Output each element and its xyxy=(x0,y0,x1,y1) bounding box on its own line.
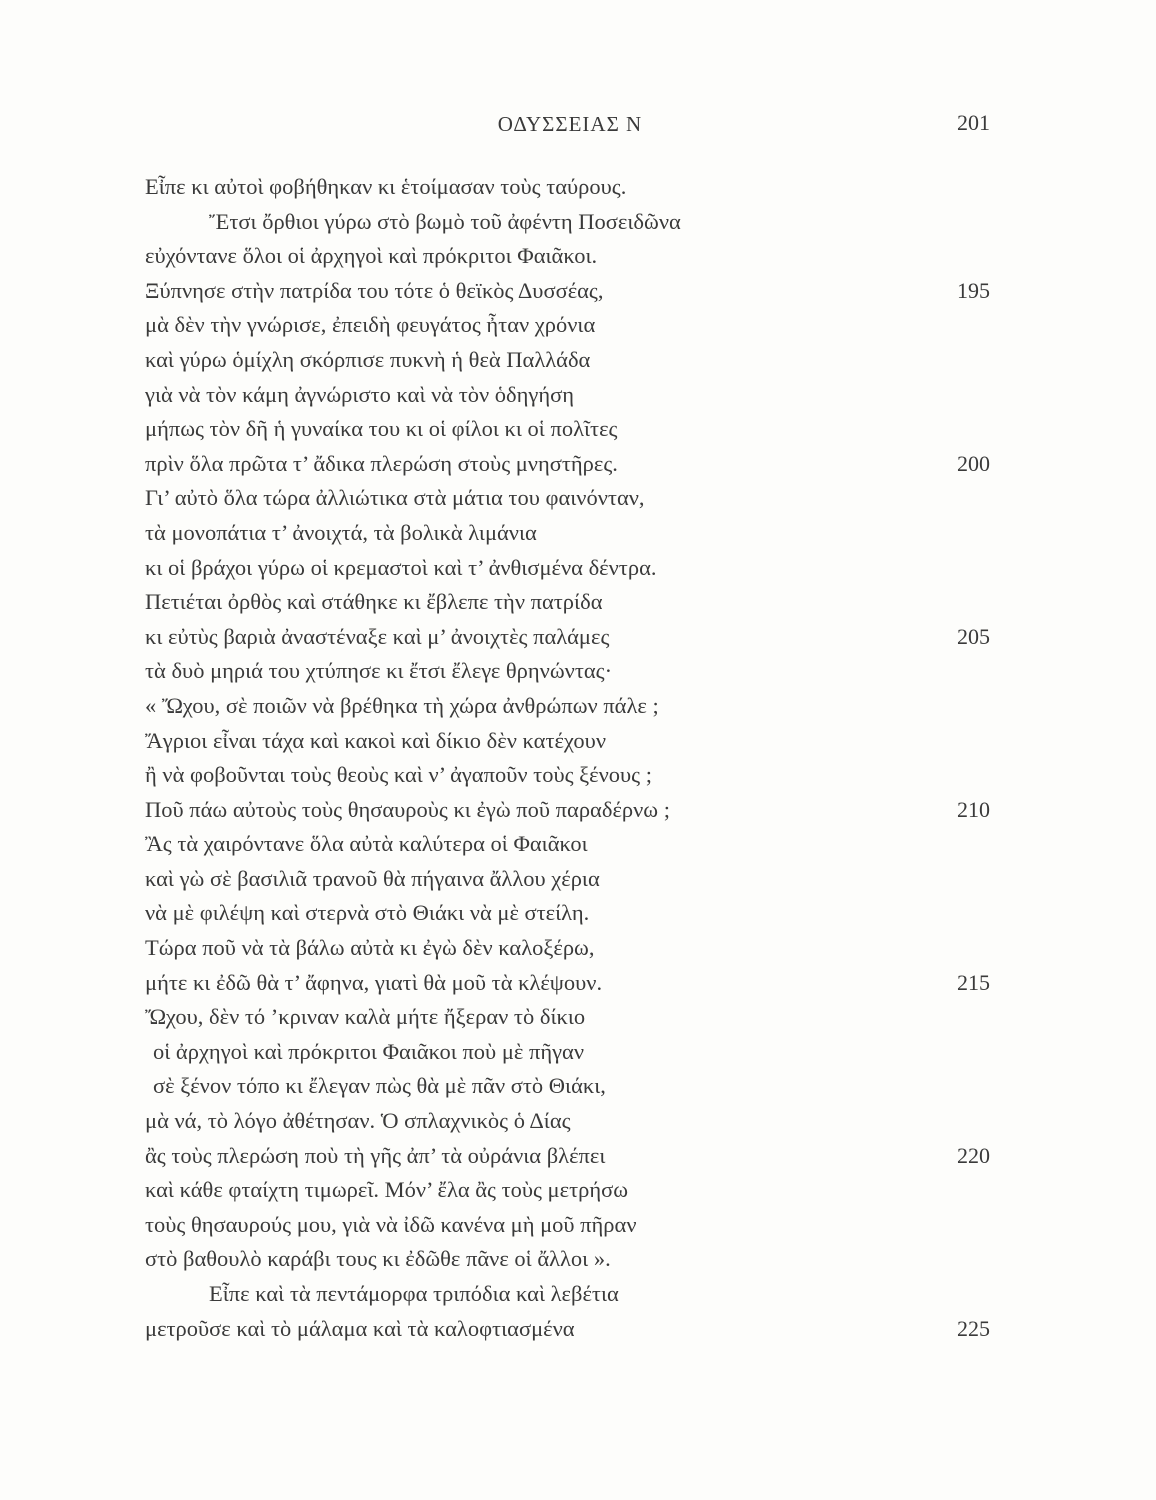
poem-text xyxy=(145,170,905,1346)
verse-line: Ποῦ πάω αὐτοὺς τοὺς θησαυροὺς κι ἐγὼ ποῦ παραδέρνω ; xyxy=(145,796,670,822)
verse-line-number: 200 xyxy=(957,450,990,476)
verse-line-number: 215 xyxy=(957,969,990,995)
verse-line: Τώρα ποῦ νὰ τὰ βάλω αὐτὰ κι ἐγὼ δὲν καλοξέρω, xyxy=(145,935,595,961)
verse-line: τὰ μονοπάτια τ’ ἀνοιχτά, τὰ βολικὰ λιμάνια xyxy=(145,519,537,545)
verse-line: τὰ δυὸ μηριά του χτύπησε κι ἔτσι ἔλεγε θρηνώντας· xyxy=(145,658,613,684)
running-header: ΟΔΥΣΣΕΙΑΣ Ν xyxy=(497,112,643,136)
verse-line-number: 195 xyxy=(957,277,990,303)
verse-line: Ξύπνησε στὴν πατρίδα του τότε ὁ θεϊκὸς Δυσσέας, xyxy=(145,277,604,303)
verse-line: Ἔτσι ὄρθιοι γύρω στὸ βωμὸ τοῦ ἀφέντη Ποσειδῶνα xyxy=(209,208,681,234)
verse-line: Πετιέται ὀρθὸς καὶ στάθηκε κι ἔβλεπε τὴν πατρίδα xyxy=(145,589,603,615)
verse-line: Εἶπε καὶ τὰ πεντάμορφα τριπόδια καὶ λεβέτια xyxy=(209,1281,619,1306)
verse-line: μήτε κι ἐδῶ θὰ τ’ ἄφηνα, γιατὶ θὰ μοῦ τὰ κλέψουν. xyxy=(145,969,603,995)
verse-line-number: 205 xyxy=(957,623,990,649)
verse-line: Ὤχου, δὲν τό ’κριναν καλὰ μήτε ἤξεραν τὸ δίκιο xyxy=(145,1004,586,1030)
verse-line: μήπως τὸν δῆ ἡ γυναίκα του κι οἱ φίλοι κι οἱ πολῖτες xyxy=(145,416,618,442)
verse-line: οἱ ἀρχηγοὶ καὶ πρόκριτοι Φαιᾶκοι ποὺ μὲ πῆγαν xyxy=(153,1038,584,1064)
verse-line: κι εὐτὺς βαριὰ ἀναστέναξε καὶ μ’ ἀνοιχτὲς παλάμες xyxy=(145,623,610,649)
page-number: 201 xyxy=(957,110,990,135)
verse-line: ἂς τοὺς πλερώση ποὺ τὴ γῆς ἀπ’ τὰ οὐράνια βλέπει xyxy=(145,1142,606,1168)
verse-line: καὶ κάθε φταίχτη τιμωρεῖ. Μόν’ ἔλα ἂς τοὺς μετρήσω xyxy=(145,1177,629,1203)
verse-line-number: 210 xyxy=(957,796,990,822)
verse-line-number: 220 xyxy=(957,1142,990,1168)
verse-line: Ἂς τὰ χαιρόντανε ὅλα αὐτὰ καλύτερα οἱ Φαιᾶκοι xyxy=(145,831,588,857)
verse-line: μὰ νά, τὸ λόγο ἀθέτησαν. Ὁ σπλαχνικὸς ὁ Δίας xyxy=(145,1108,571,1134)
verse-line: ἢ νὰ φοβοῦνται τοὺς θεοὺς καὶ ν’ ἀγαποῦν τοὺς ξένους ; xyxy=(145,762,652,788)
verse-line: νὰ μὲ φιλέψη καὶ στερνὰ στὸ Θιάκι νὰ μὲ στείλη. xyxy=(145,900,590,926)
verse-line: τοὺς θησαυρούς μου, γιὰ νὰ ἰδῶ κανένα μὴ μοῦ πῆραν xyxy=(145,1211,637,1237)
verse-line: Ἄγριοι εἶναι τάχα καὶ κακοὶ καὶ δίκιο δὲν κατέχουν xyxy=(145,727,606,753)
verse-line: στὸ βαθουλὸ καράβι τους κι ἐδῶθε πᾶνε οἱ ἄλλοι ». xyxy=(145,1246,611,1272)
verse-line: κι οἱ βράχοι γύρω οἱ κρεμαστοὶ καὶ τ’ ἀνθισμένα δέντρα. xyxy=(145,554,657,580)
verse-line: καὶ γὼ σὲ βασιλιᾶ τρανοῦ θὰ πήγαινα ἄλλου χέρια xyxy=(145,865,600,891)
verse-line: μὰ δὲν τὴν γνώρισε, ἐπειδὴ φευγάτος ἦταν χρόνια xyxy=(145,312,596,338)
verse-line: Εἶπε κι αὐτοὶ φοβήθηκαν κι ἑτοίμασαν τοὺς ταύρους. xyxy=(145,174,627,199)
verse-line: πρὶν ὅλα πρῶτα τ’ ἄδικα πλερώση στοὺς μνηστῆρες. xyxy=(145,450,618,476)
verse-line: γιὰ νὰ τὸν κάμη ἀγνώριστο καὶ νὰ τὸν ὁδηγήση xyxy=(145,381,575,407)
verse-line: Γι’ αὐτὸ ὅλα τώρα ἀλλιώτικα στὰ μάτια του φαινόνταν, xyxy=(145,485,645,511)
verse-line-number: 225 xyxy=(957,1315,990,1341)
verse-line: μετροῦσε καὶ τὸ μάλαμα καὶ τὰ καλοφτιασμένα xyxy=(145,1315,575,1341)
verse-line: σὲ ξένον τόπο κι ἔλεγαν πὼς θὰ μὲ πᾶν στὸ Θιάκι, xyxy=(153,1073,606,1099)
verse-line: εὐχόντανε ὅλοι οἱ ἀρχηγοὶ καὶ πρόκριτοι Φαιᾶκοι. xyxy=(145,243,598,269)
verse-line: καὶ γύρω ὁμίχλη σκόρπισε πυκνὴ ἡ θεὰ Παλλάδα xyxy=(145,346,591,372)
verse-line: « Ὤχου, σὲ ποιῶν νὰ βρέθηκα τὴ χώρα ἀνθρώπων πάλε ; xyxy=(145,692,659,718)
